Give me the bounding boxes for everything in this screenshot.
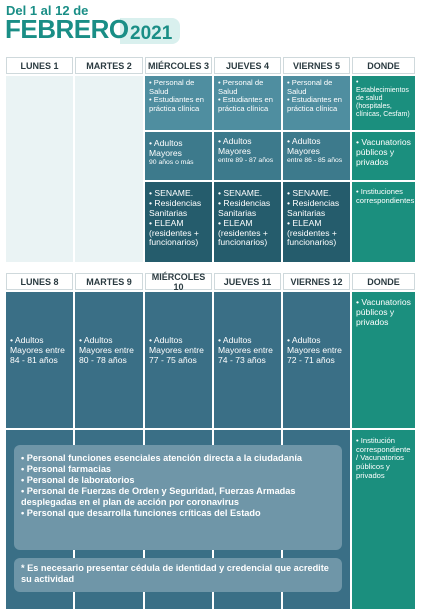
title-month: FEBRERO [5,14,129,44]
header-jueves-11: JUEVES 11 [214,273,281,290]
header-martes-2: MARTES 2 [75,57,143,74]
cell-jue4-adultos: • Adultos Mayores entre 89 - 87 años [214,132,281,180]
header-martes-9: MARTES 9 [75,273,143,290]
cell-donde-institucion: • Institución correspondiente / Vacunatorios públicos y privados [352,430,415,609]
cell-donde-establecimientos: • Establecimientos de salud (hospitales, clínicas, Cesfam) [352,76,415,130]
cell-donde-vacunatorios-2: • Vacunatorios públicos y privados [352,292,415,428]
title-year: 2021 [130,23,173,44]
header-lunes-8: LUNES 8 [6,273,73,290]
cell-mie10-adultos: • Adultos Mayores entre 77 - 75 años [145,292,212,428]
cell-mie3-adultos: • Adultos Mayores 90 años o más [145,132,212,180]
workers-item: • Personal de laboratorios [21,475,135,486]
header-jueves-4: JUEVES 4 [214,57,281,74]
cell-lun8-adultos: • Adultos Mayores entre 84 - 81 años [6,292,73,428]
cell-jue4-sename: • SENAME. • Residencias Sanitarias • ELEAM (residentes + funcionarios) [214,182,281,262]
workers-item: • Personal funciones esenciales atención directa a la ciudadanía [21,453,302,463]
note-panel [14,558,342,592]
cell-vie5-personal: • Personal de Salud • Estudiantes en práctica clínica [283,76,350,130]
title-dates: Del 1 al 12 de [6,3,89,18]
cell-donde-vacunatorios-1: • Vacunatorios públicos y privados [352,132,415,180]
note-text: * Es necesario presentar cédula de identidad y credencial que acredite su actividad [21,563,329,585]
cell-jue4-personal: • Personal de Salud • Estudiantes en práctica clínica [214,76,281,130]
workers-item: • Personal farmacias [21,464,112,475]
header-donde-2: DONDE [352,273,415,290]
header-viernes-5: VIERNES 5 [283,57,350,74]
cell-lunes-1-empty [6,76,73,262]
cell-mie3-personal: • Personal de Salud • Estudiantes en práctica clínica [145,76,212,130]
cell-vie5-sename: • SENAME. • Residencias Sanitarias • ELEAM (residentes + funcionarios) [283,182,350,262]
workers-list-panel [14,445,342,550]
header-lunes-1: LUNES 1 [6,57,73,74]
cell-mie3-sename: • SENAME. • Residencias Sanitarias • ELEAM (residentes + funcionarios) [145,182,212,262]
header-viernes-12: VIERNES 12 [283,273,350,290]
cell-vie12-adultos: • Adultos Mayores entre 72 - 71 años [283,292,350,428]
header-donde-1: DONDE [352,57,415,74]
header-miercoles-3: MIÉRCOLES 3 [145,57,212,74]
cell-martes-2-empty [75,76,143,262]
cell-donde-instituciones: • Instituciones correspondientes [352,182,415,262]
workers-item: • Personal de Fuerzas de Orden y Seguridad, Fuerzas Armadas desplegadas en el plan de acción por coronavirus [21,486,296,508]
header-miercoles-10: MIÉRCOLES 10 [145,273,212,290]
cell-jue11-adultos: • Adultos Mayores entre 74 - 73 años [214,292,281,428]
cell-vie5-adultos: • Adultos Mayores entre 86 - 85 años [283,132,350,180]
workers-item: • Personal que desarrolla funciones críticas del Estado [21,508,261,519]
cell-mar9-adultos: • Adultos Mayores entre 80 - 78 años [75,292,143,428]
